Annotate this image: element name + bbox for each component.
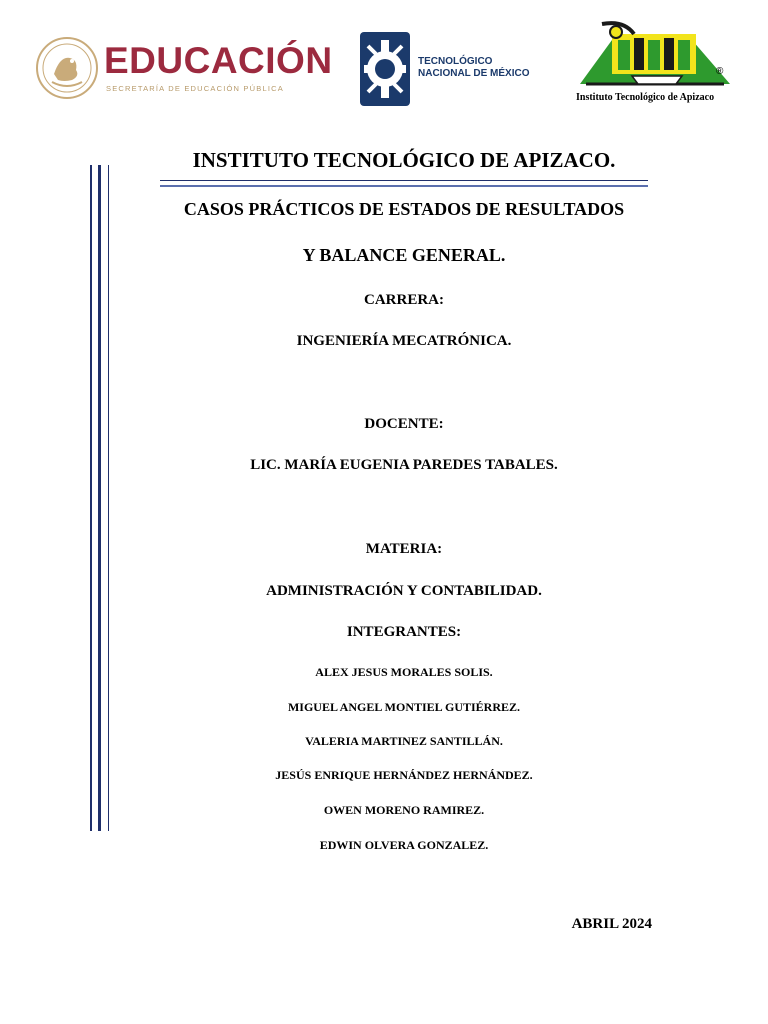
members-label: INTEGRANTES: <box>346 624 462 640</box>
member-item: OWEN MORENO RAMIREZ. <box>323 803 485 817</box>
mexico-coat-of-arms-icon <box>34 34 100 102</box>
tecnm-line-2: NACIONAL DE MÉXICO <box>418 68 530 79</box>
document-title-line-1: CASOS PRÁCTICOS DE ESTADOS DE RESULTADOS <box>183 199 625 219</box>
teacher-label: DOCENTE: <box>364 416 444 432</box>
member-item: EDWIN OLVERA GONZALEZ. <box>319 838 489 852</box>
sep-brand-text: EDUCACIÓN <box>104 40 333 81</box>
institution-title: INSTITUTO TECNOLÓGICO DE APIZACO. <box>192 148 616 172</box>
member-item: MIGUEL ANGEL MONTIEL GUTIÉRREZ. <box>287 700 521 714</box>
teacher-value: LIC. MARÍA EUGENIA PAREDES TABALES. <box>250 457 558 473</box>
tecnm-gear-icon <box>356 26 414 110</box>
subject-label: MATERIA: <box>365 541 443 557</box>
member-item: VALERIA MARTINEZ SANTILLÁN. <box>305 734 503 748</box>
registered-mark: ® <box>716 66 724 77</box>
tecnm-logo <box>356 26 556 110</box>
member-item: ALEX JESUS MORALES SOLIS. <box>315 665 493 679</box>
document-title-line-2: Y BALANCE GENERAL. <box>302 245 506 265</box>
ita-logo <box>572 20 738 106</box>
career-label: CARRERA: <box>364 292 444 308</box>
member-item: JESÚS ENRIQUE HERNÁNDEZ HERNÁNDEZ. <box>275 768 533 782</box>
tecnm-line-1: TECNOLÓGICO <box>418 56 493 67</box>
document-date: ABRIL 2024 <box>571 916 652 932</box>
sep-subtitle: SECRETARÍA DE EDUCACIÓN PÚBLICA <box>106 84 284 93</box>
subject-value: ADMINISTRACIÓN Y CONTABILIDAD. <box>266 583 542 599</box>
title-underline-1 <box>160 180 648 181</box>
ita-name-text: Instituto Tecnológico de Apizaco <box>576 92 715 103</box>
title-underline-2 <box>160 185 648 187</box>
sep-logo <box>34 34 333 104</box>
ita-emblem-icon <box>572 20 738 92</box>
career-value: INGENIERÍA MECATRÓNICA. <box>296 333 512 349</box>
